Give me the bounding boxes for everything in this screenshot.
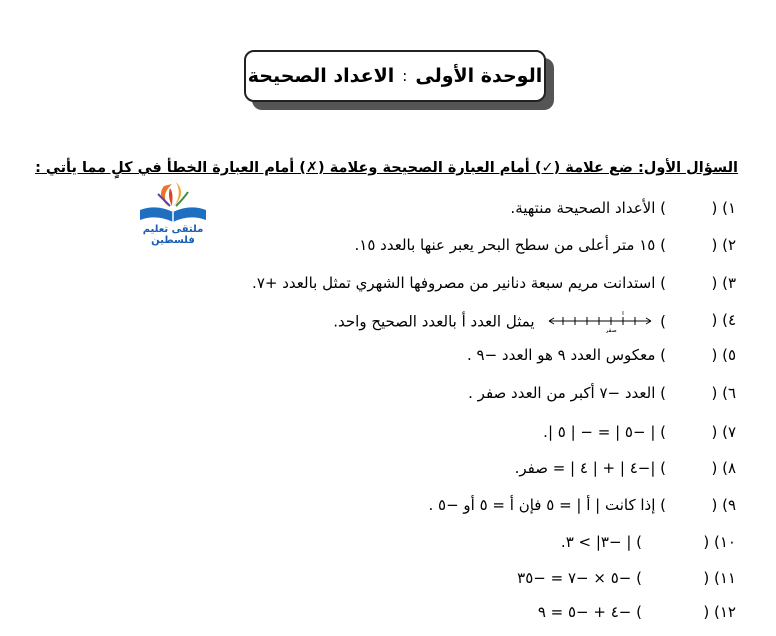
logo-text: ملتقى تعليم فلسطين xyxy=(142,224,204,246)
item-number: ١٠) ( xyxy=(703,533,736,551)
list-item xyxy=(0,199,776,223)
list-item xyxy=(0,274,776,298)
item-statement xyxy=(333,311,666,333)
item-number: ٥) ( xyxy=(711,346,736,364)
item-number: ١١) ( xyxy=(703,569,736,587)
item-number: ٣) ( xyxy=(711,274,736,292)
item-statement: ) إذا كانت | أ | = ٥ فإن أ = ٥ أو −٥ . xyxy=(428,496,666,514)
list-item xyxy=(0,533,776,557)
item-statement: ) الأعداد الصحيحة منتهية. xyxy=(510,199,666,217)
item-number: ٦) ( xyxy=(711,384,736,402)
item-number: ٧) ( xyxy=(711,423,736,441)
number-line-point-label: أ xyxy=(622,311,625,317)
item-statement: ) |−٤ | + | ٤ | = صفر. xyxy=(514,459,666,477)
number-line-zero-label: صفر xyxy=(605,327,618,333)
item-statement-text: يمثل العدد أ بالعدد الصحيح واحد. xyxy=(333,312,535,331)
item-statement: ) | −٣| > ٣. xyxy=(560,533,642,551)
list-item xyxy=(0,346,776,370)
list-item xyxy=(0,496,776,520)
item-number: ١) ( xyxy=(711,199,736,217)
item-statement: ) −٤ + −٥ = ٩ xyxy=(537,603,642,621)
item-statement: ) | −٥ | = − | ٥ |. xyxy=(543,423,666,441)
item-number: ١٢) ( xyxy=(703,603,736,621)
unit-label: الوحدة الأولى xyxy=(415,65,543,87)
list-item xyxy=(0,459,776,483)
topic-label: الاعداد الصحيحة xyxy=(247,65,395,87)
item-statement: ) استدانت مريم سبعة دنانير من مصروفها الشهري تمثل بالعدد +٧. xyxy=(252,274,666,292)
list-item xyxy=(0,569,776,593)
item-statement: ) معكوس العدد ٩ هو العدد −٩ . xyxy=(466,346,666,364)
item-number: ٤) ( xyxy=(711,311,736,329)
item-number: ٨) ( xyxy=(711,459,736,477)
list-item xyxy=(0,236,776,260)
item-statement: ) −٥ × −٧ = −٣٥ xyxy=(517,569,642,587)
unit-title-box xyxy=(244,50,546,102)
list-item xyxy=(0,384,776,408)
item-paren: ) xyxy=(660,312,666,331)
question-heading: السؤال الأول: ضع علامة (✓) أمام العبارة الصحيحة وعلامة (✗) أمام العبارة الخطأ في كلٍ مما يأتي : xyxy=(35,160,738,176)
item-statement: ) العدد −٧ أكبر من العدد صفر . xyxy=(468,384,666,402)
item-number: ٩) ( xyxy=(711,496,736,514)
list-item xyxy=(0,423,776,447)
number-line-icon xyxy=(545,311,655,333)
list-item xyxy=(0,603,776,627)
item-statement: ) ١٥ متر أعلى من سطح البحر يعبر عنها بالعدد ١٥. xyxy=(354,236,666,254)
list-item xyxy=(0,311,776,335)
title-separator: : xyxy=(402,67,408,85)
item-number: ٢) ( xyxy=(711,236,736,254)
